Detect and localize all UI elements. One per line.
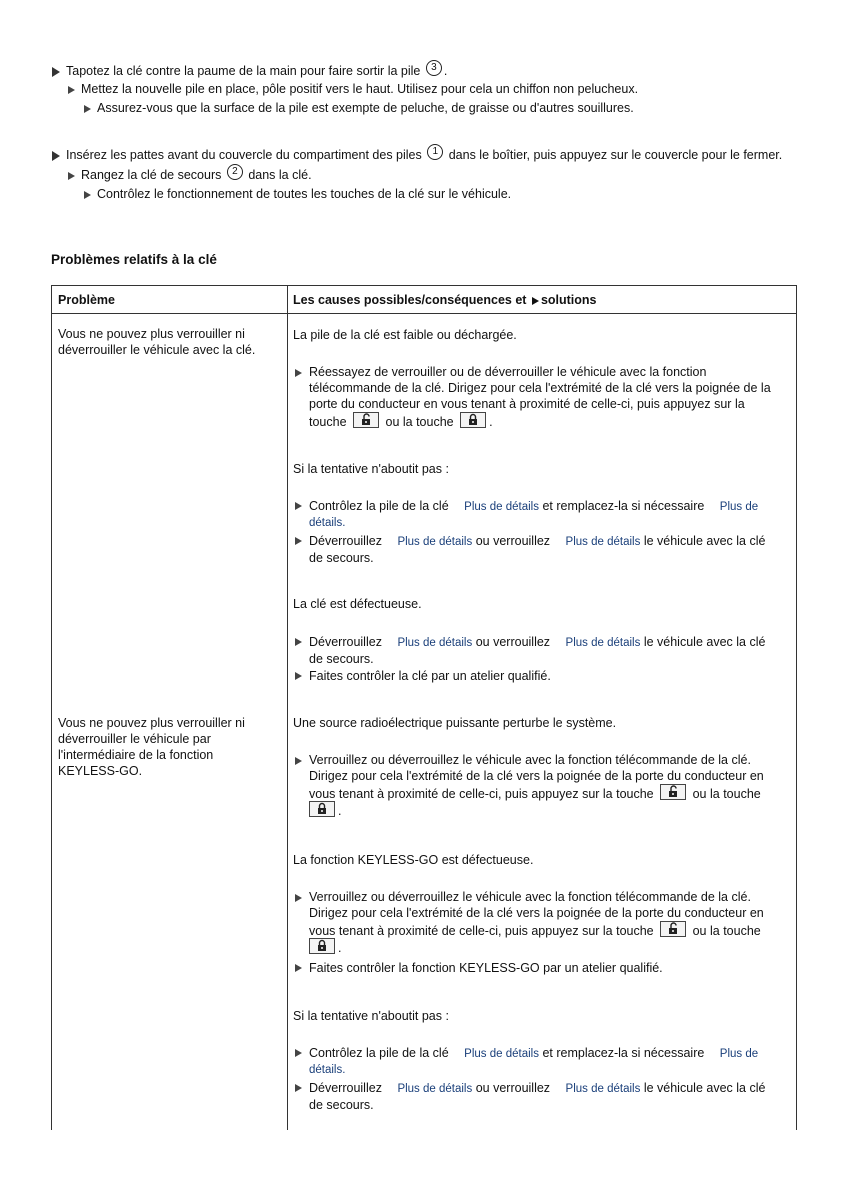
- triangle-bullet-icon: [52, 67, 60, 77]
- table-left-border: [51, 285, 52, 1130]
- section-title: Problèmes relatifs à la clé: [51, 252, 217, 267]
- row2-emergency-key: Déverrouillez Plus de détails ou verrouillez Plus de détails le véhicule avec la clé de secours.: [295, 1080, 765, 1113]
- row2-problem: Vous ne pouvez plus verrouiller ni déverrouiller le véhicule par l'intermédiaire de la fonction KEYLESS-GO.: [58, 716, 245, 778]
- header-causes: Les causes possibles/conséquences et solutions: [293, 293, 597, 307]
- step-2: Mettez la nouvelle pile en place, pôle positif vers le haut. Utilisez pour cela un chiffon non pelucheux.: [68, 82, 638, 96]
- triangle-bullet-icon: [295, 964, 302, 972]
- row2-solution2: Verrouillez ou déverrouillez le véhicule avec la fonction télécommande de la clé. Dirigez pour cela l'extrémité de la clé vers la poignée de la porte du conducteur en vous tenant à proximité de celle-ci, puis appuyez sur la touche ou la touche .: [295, 889, 764, 957]
- triangle-bullet-icon: [295, 537, 302, 545]
- lock-key-icon: [309, 801, 335, 817]
- more-details-link[interactable]: Plus de: [719, 501, 759, 513]
- table-header-border: [51, 313, 796, 314]
- more-details-link[interactable]: détails.: [309, 1064, 346, 1076]
- step-4: Insérez les pattes avant du couvercle du compartiment des piles 1 dans le boîtier, puis appuyez sur le couvercle pour le fermer.: [52, 148, 782, 164]
- more-details-link[interactable]: Plus de détails: [397, 637, 473, 649]
- table-top-border: [51, 285, 796, 286]
- triangle-bullet-icon: [84, 191, 91, 199]
- circled-number-2: 2: [227, 164, 243, 180]
- step-5: Rangez la clé de secours 2 dans la clé.: [68, 168, 312, 184]
- more-details-link[interactable]: Plus de détails: [397, 1083, 473, 1095]
- more-details-link[interactable]: Plus de: [719, 1048, 759, 1060]
- triangle-bullet-icon: [84, 105, 91, 113]
- row1-check-battery: Contrôlez la pile de la clé Plus de détails et remplacez-la si nécessaire Plus de détails.: [295, 498, 758, 531]
- step-3: Assurez-vous que la surface de la pile est exempte de peluche, de graisse ou d'autres souillures.: [84, 101, 634, 115]
- row1-atelier: Faites contrôler la clé par un atelier qualifié.: [295, 668, 551, 684]
- triangle-bullet-icon: [295, 502, 302, 510]
- row2-cause1: Une source radioélectrique puissante perturbe le système.: [293, 716, 617, 730]
- more-details-link[interactable]: détails.: [309, 517, 346, 529]
- unlock-key-icon: [660, 784, 686, 800]
- more-details-link[interactable]: Plus de détails: [397, 536, 473, 548]
- step-6: Contrôlez le fonctionnement de toutes les touches de la clé sur le véhicule.: [84, 187, 511, 201]
- more-details-link[interactable]: Plus de détails: [565, 1083, 641, 1095]
- triangle-bullet-icon: [295, 894, 302, 902]
- unlock-key-icon: [353, 412, 379, 428]
- lock-key-icon: [460, 412, 486, 428]
- table-mid-border: [287, 285, 288, 1130]
- table-right-border: [796, 285, 797, 1130]
- triangle-bullet-icon: [52, 151, 60, 161]
- circled-number-1: 1: [427, 144, 443, 160]
- triangle-bullet-icon: [295, 1049, 302, 1057]
- row2-retry: Si la tentative n'aboutit pas :: [293, 1009, 449, 1023]
- header-problem: Problème: [58, 293, 115, 307]
- triangle-bullet-icon: [68, 172, 75, 180]
- row2-cause2: La fonction KEYLESS-GO est défectueuse.: [293, 853, 534, 867]
- circled-number-3: 3: [426, 60, 442, 76]
- step-1: Tapotez la clé contre la paume de la main pour faire sortir la pile 3 .: [52, 64, 447, 80]
- triangle-bullet-icon: [68, 86, 75, 94]
- lock-key-icon: [309, 938, 335, 954]
- triangle-bullet-icon: [295, 672, 302, 680]
- triangle-bullet-icon: [532, 297, 539, 305]
- row1-retry: Si la tentative n'aboutit pas :: [293, 462, 449, 476]
- row2-check-battery: Contrôlez la pile de la clé Plus de détails et remplacez-la si nécessaire Plus de détails.: [295, 1045, 758, 1078]
- row1-problem: Vous ne pouvez plus verrouiller ni déverrouiller le véhicule avec la clé.: [58, 327, 256, 357]
- more-details-link[interactable]: Plus de détails: [464, 1048, 539, 1060]
- row1-emergency-key: Déverrouillez Plus de détails ou verrouillez Plus de détails le véhicule avec la clé de secours.: [295, 533, 765, 566]
- unlock-key-icon: [660, 921, 686, 937]
- more-details-link[interactable]: Plus de détails: [565, 536, 641, 548]
- row1-emergency-key-2: Déverrouillez Plus de détails ou verrouillez Plus de détails le véhicule avec la clé de secours.: [295, 634, 765, 667]
- more-details-link[interactable]: Plus de détails: [464, 501, 539, 513]
- triangle-bullet-icon: [295, 369, 302, 377]
- row1-solution1: Réessayez de verrouiller ou de déverrouiller le véhicule avec la fonction télécommande de la clé. Dirigez pour cela l'extrémité de la clé vers la poignée de la porte du conducteur en vous tenant à proximité de celle-ci, puis appuyez sur la touche ou la touche .: [295, 364, 771, 431]
- row1-cause1: La pile de la clé est faible ou déchargée.: [293, 328, 517, 342]
- triangle-bullet-icon: [295, 757, 302, 765]
- triangle-bullet-icon: [295, 638, 302, 646]
- row2-atelier: Faites contrôler la fonction KEYLESS-GO par un atelier qualifié.: [295, 960, 663, 976]
- row2-solution1: Verrouillez ou déverrouillez le véhicule avec la fonction télécommande de la clé. Dirigez pour cela l'extrémité de la clé vers la poignée de la porte du conducteur en vous tenant à proximité de celle-ci, puis appuyez sur la touche ou la touche .: [295, 752, 764, 820]
- triangle-bullet-icon: [295, 1084, 302, 1092]
- row1-cause2: La clé est défectueuse.: [293, 597, 422, 611]
- more-details-link[interactable]: Plus de détails: [565, 637, 641, 649]
